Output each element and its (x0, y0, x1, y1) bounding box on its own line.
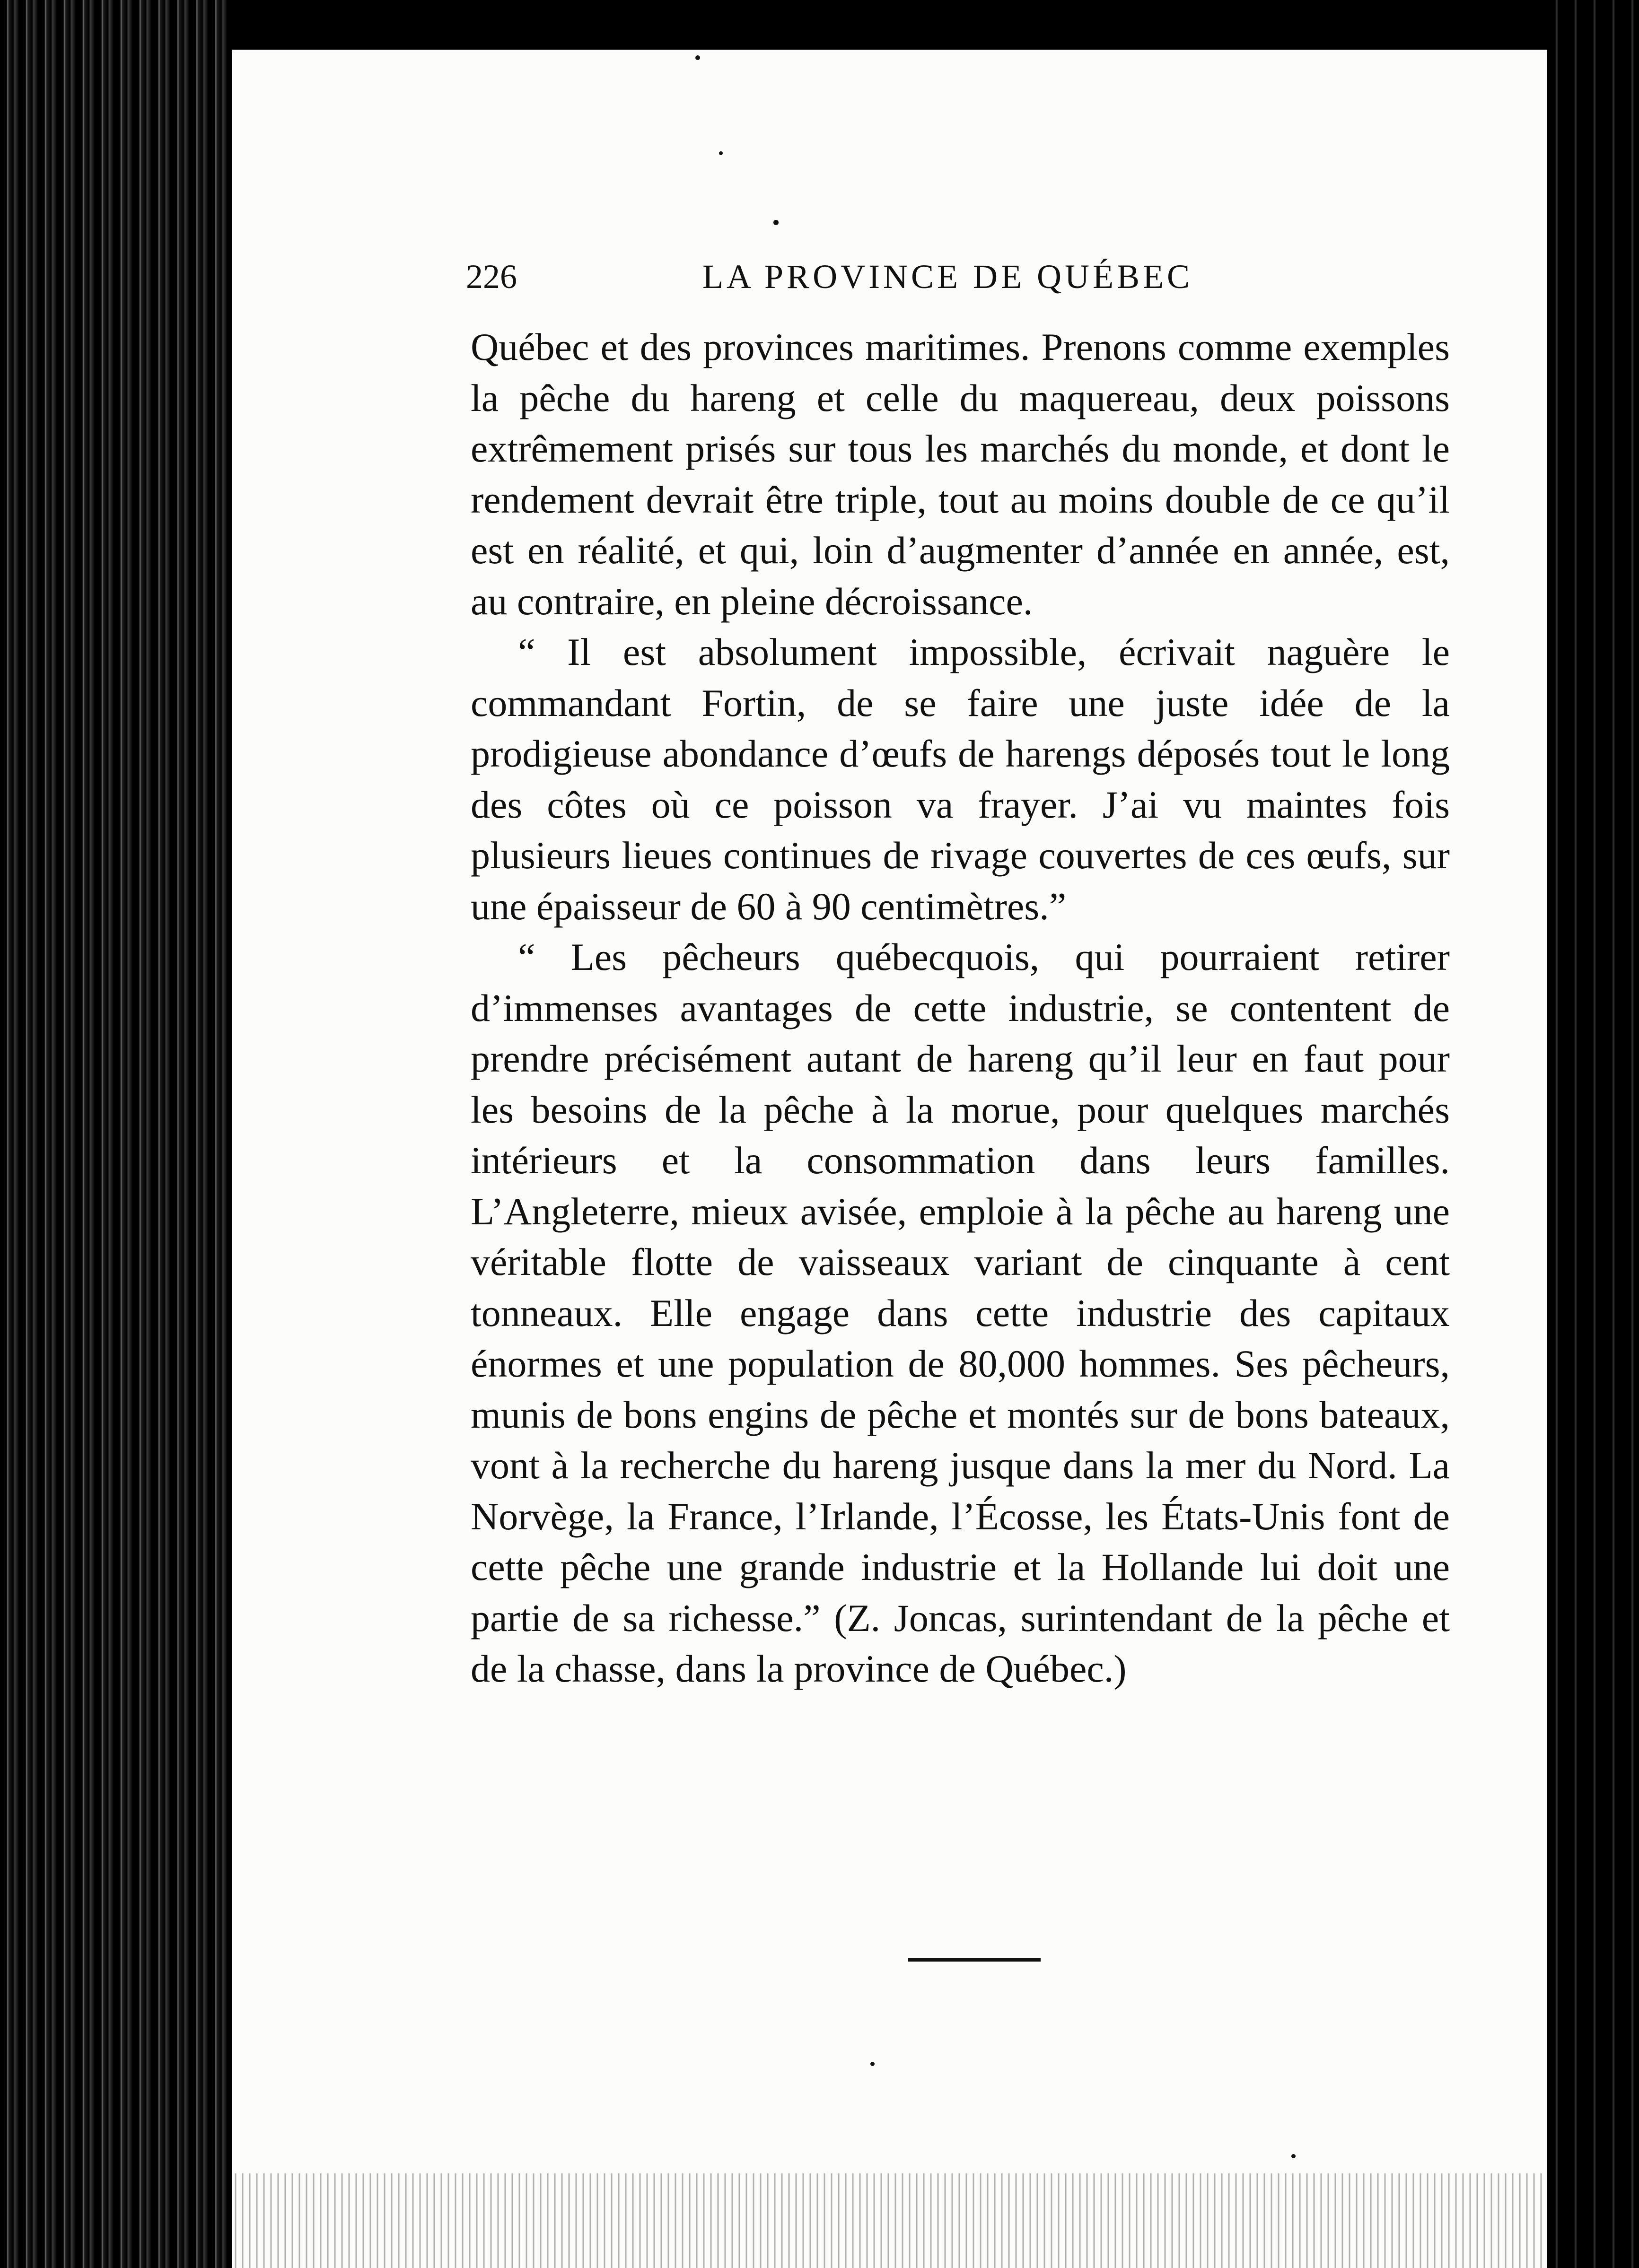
running-header (466, 248, 1270, 305)
scan-speck (870, 2062, 875, 2066)
scan-speck (695, 55, 700, 60)
paragraph-fortin-quote: “ Il est absolument impossible, écrivait naguère le commandant Fortin, de se faire une juste idée de la prodigieuse abondance d’œufs de harengs déposés tout le long des côtes où ce poisson va frayer. J’ai vu maintes fois plusieurs lieues continues de rivage couvertes de ces œufs, sur une épaisseur de 60 à 90 centimètres.” (471, 630, 1450, 928)
scan-speck (773, 220, 779, 225)
paragraph-continued: Québec et des provinces maritimes. Prenons comme exemples la pêche du hareng et celle du maquereau, deux poissons extrêmement prisés sur tous les marchés du monde, et dont le rendement devrait être triple, tout au moins double de ce qu’il est en réalité, et qui, loin d’augmenter d’année en année, est, au contraire, en pleine décroissance. (471, 325, 1450, 623)
paragraph-joncas-quote: “ Les pêcheurs québecquois, qui pourraient retirer d’immenses avantages de cette industrie, se contentent de prendre précisément autant de hareng qu’il leur en faut pour les besoins de la pêche à la morue, pour quelques marchés intérieurs et la consommation dans leurs familles. L’Angleterre, mieux avisée, emploie à la pêche au hareng une véritable flotte de vaisseaux variant de cinquante à cent tonneaux. Elle engage dans cette industrie des capitaux énormes et une population de 80,000 hommes. Ses pêcheurs, munis de bons engins de pêche et montés sur de bons bateaux, vont à la recherche du hareng jusque dans la mer du Nord. La Norvège, la France, l’Irlande, l’Écosse, les États-Unis font de cette pêche une grande industrie et la Hollande lui doit une partie de sa richesse.” (Z. Joncas, surintendant de la pêche et de la chasse, dans la province de Québec.) (471, 935, 1450, 1690)
book-binding-edge (0, 0, 227, 2268)
page-number: 226 (466, 258, 517, 296)
running-title: LA PROVINCE DE QUÉBEC (702, 258, 1193, 296)
body-text (471, 322, 1450, 1694)
scan-speck (719, 151, 723, 155)
scan-right-edge (1547, 0, 1639, 2268)
section-end-rule (908, 1958, 1041, 1962)
scan-speck (1291, 2154, 1296, 2158)
